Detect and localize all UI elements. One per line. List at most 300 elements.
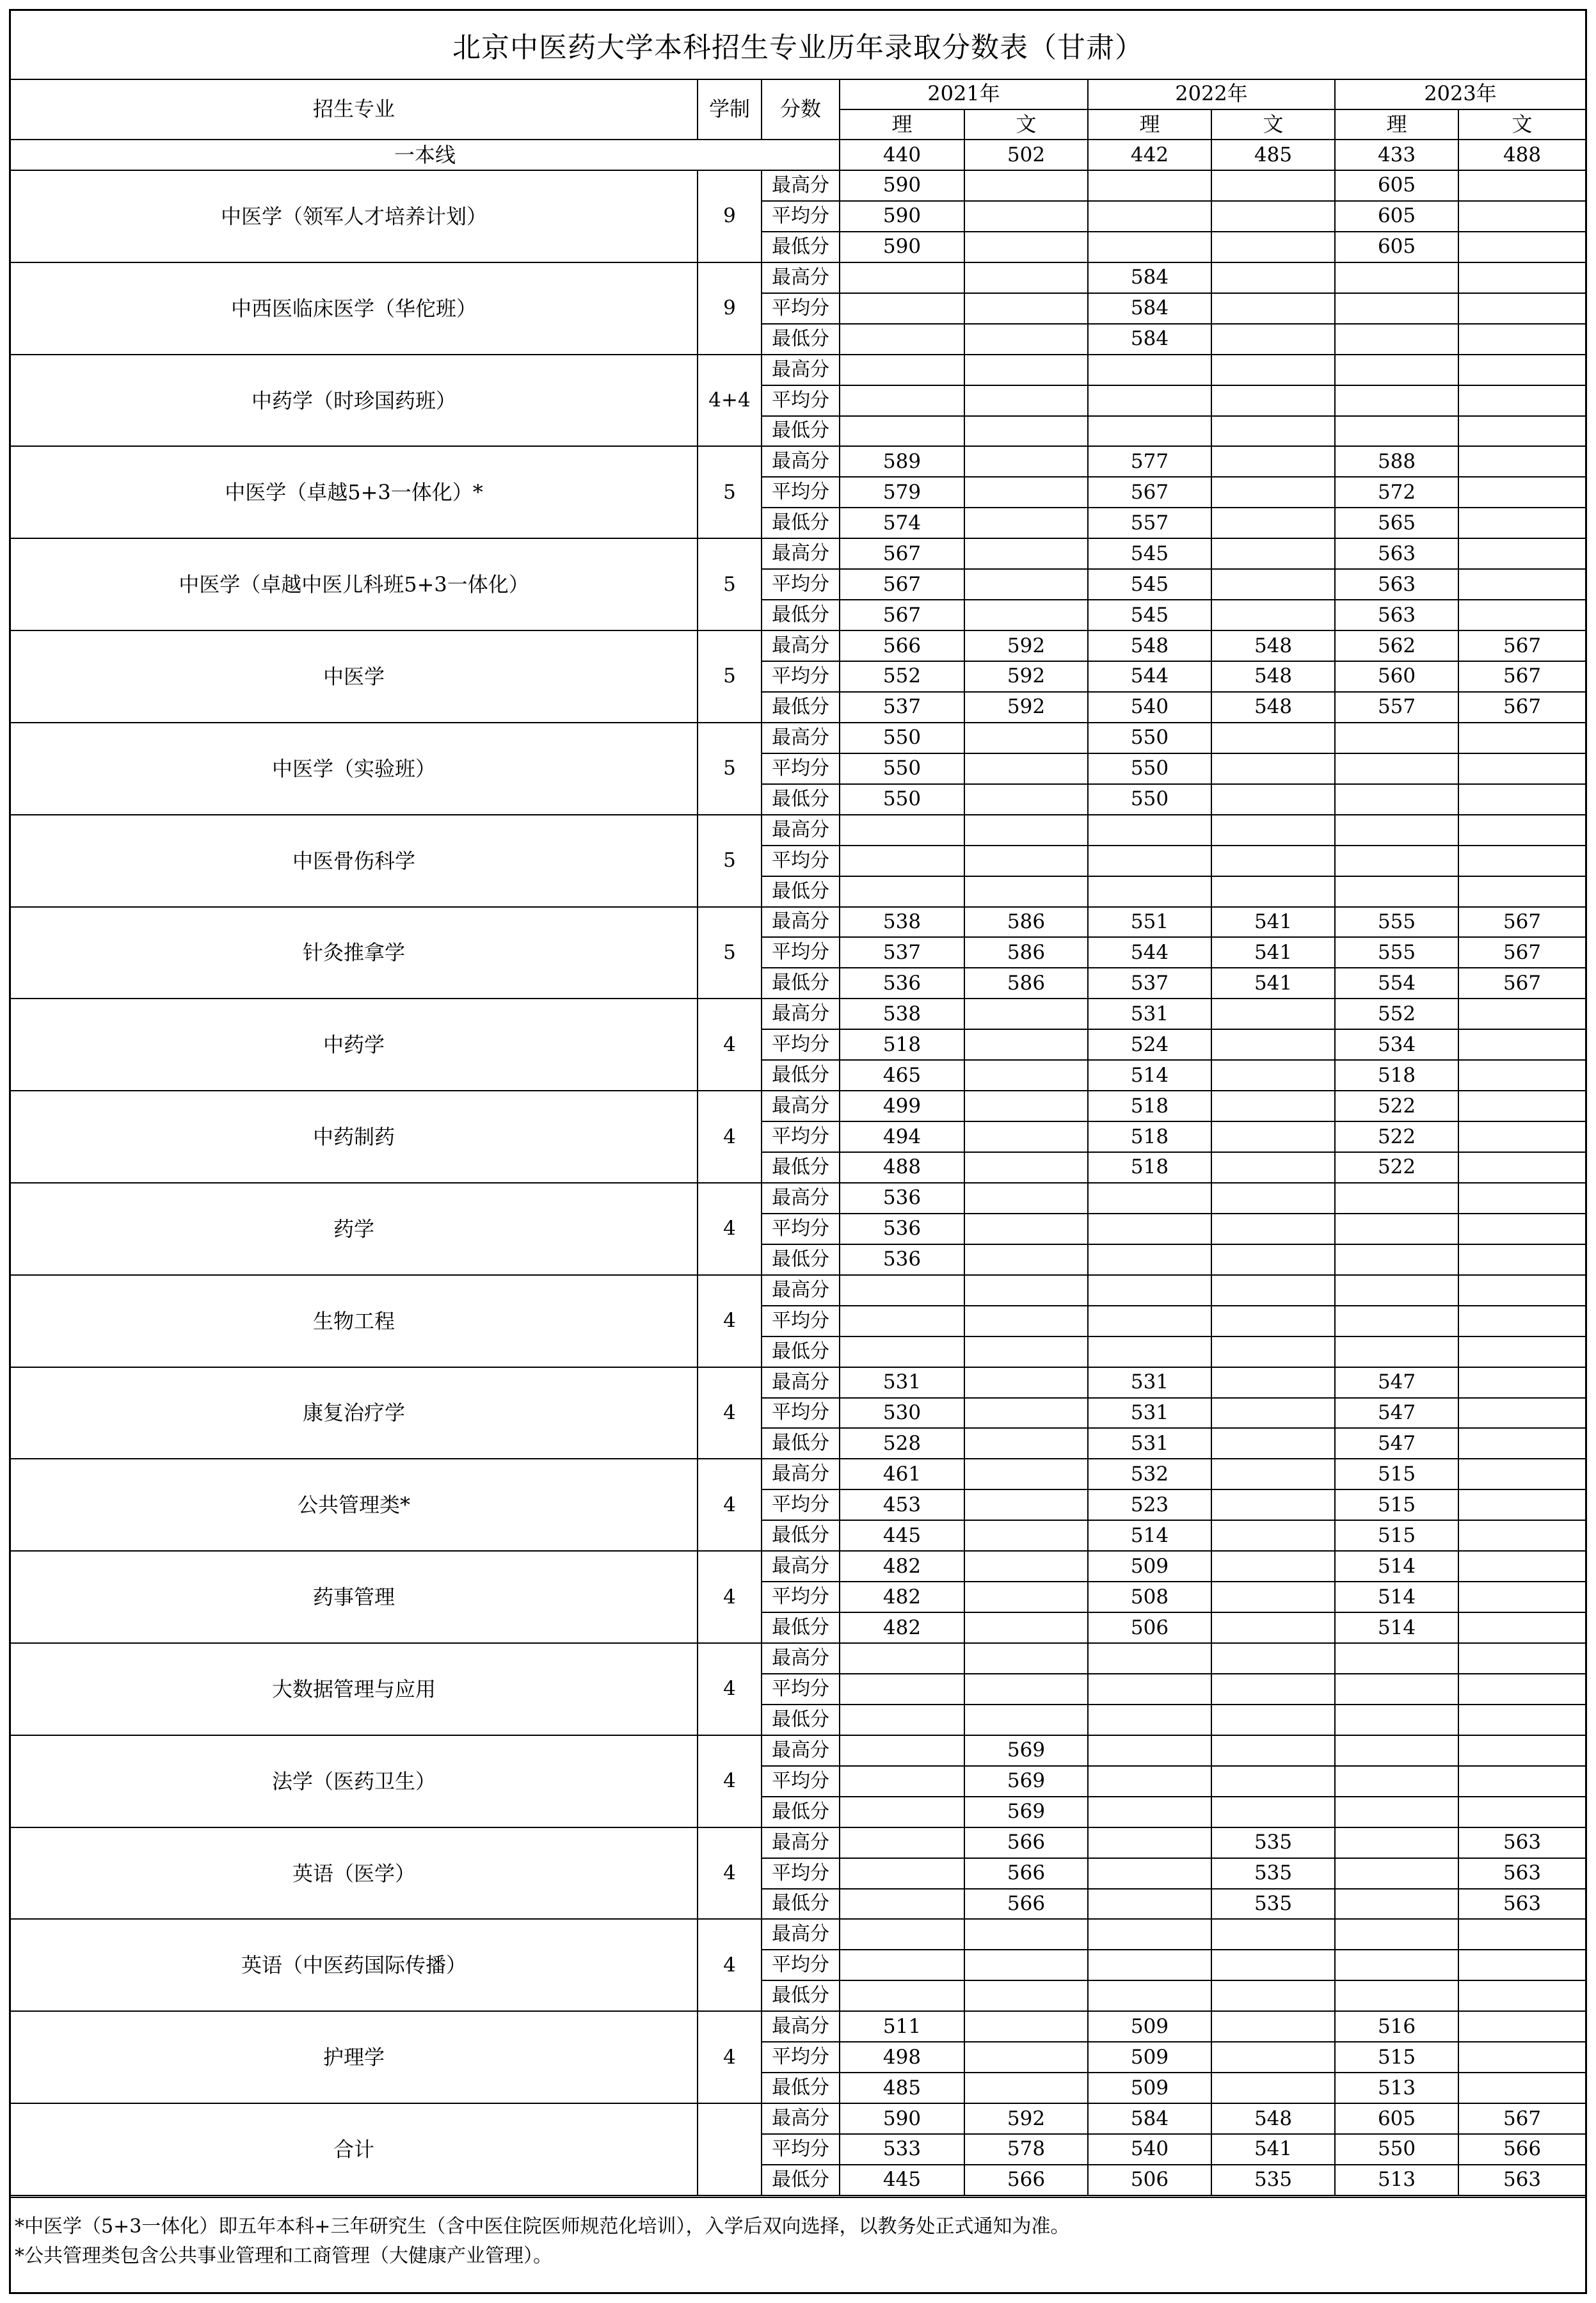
footnote: *公共管理类包含公共事业管理和工商管理（大健康产业管理）。: [15, 2245, 552, 2267]
score-type-label: 平均分: [762, 385, 840, 416]
score-cell: [840, 1858, 964, 1889]
score-cell: [1088, 1643, 1211, 1674]
score-type-label: 最低分: [762, 1797, 840, 1827]
score-cell: [964, 784, 1088, 815]
score-cell: 536: [840, 968, 964, 999]
score-cell: [964, 2011, 1088, 2042]
score-cell: 544: [1088, 937, 1211, 968]
major-duration: 5: [698, 907, 762, 999]
score-cell: [964, 999, 1088, 1029]
score-cell: [840, 1797, 964, 1827]
score-cell: 514: [1335, 1551, 1458, 1582]
score-cell: 567: [1458, 692, 1585, 723]
score-cell: 567: [1458, 661, 1585, 692]
score-cell: [1088, 1244, 1211, 1275]
score-cell: [1211, 1582, 1335, 1612]
score-cell: 590: [840, 201, 964, 232]
score-cell: [964, 1121, 1088, 1152]
score-cell: [964, 569, 1088, 600]
score-cell: 445: [840, 2165, 964, 2195]
score-type-label: 最高分: [762, 630, 840, 661]
score-cell: [1458, 1705, 1585, 1735]
score-cell: [840, 1827, 964, 1858]
score-cell: [1211, 1152, 1335, 1183]
score-cell: [964, 1367, 1088, 1398]
score-cell: [1211, 508, 1335, 538]
score-type-label: 最高分: [762, 355, 840, 385]
score-cell: 453: [840, 1489, 964, 1520]
score-cell: [1458, 846, 1585, 876]
score-cell: 567: [1088, 477, 1211, 508]
score-type-label: 平均分: [762, 1306, 840, 1336]
score-cell: [1458, 262, 1585, 293]
score-cell: [1458, 2073, 1585, 2103]
score-cell: [1335, 784, 1458, 815]
score-cell: [840, 846, 964, 876]
score-cell: [964, 876, 1088, 907]
header-year-2022: 2022年: [1088, 79, 1335, 109]
score-cell: 548: [1211, 2103, 1335, 2134]
score-cell: [1335, 723, 1458, 753]
score-cell: [1335, 1674, 1458, 1705]
score-cell: 566: [840, 630, 964, 661]
score-type-label: 最高分: [762, 1919, 840, 1950]
major-duration: 4+4: [698, 355, 762, 447]
score-cell: [964, 1919, 1088, 1950]
score-cell: [1088, 1336, 1211, 1367]
table-row: [11, 1919, 1585, 1950]
score-cell: [1211, 1428, 1335, 1459]
score-cell: 518: [1088, 1121, 1211, 1152]
score-cell: [964, 753, 1088, 784]
score-cell: 461: [840, 1459, 964, 1489]
score-cell: 518: [1335, 1060, 1458, 1091]
score-type-label: 最高分: [762, 1275, 840, 1306]
major-name: 公共管理类*: [11, 1459, 698, 1551]
score-cell: [1458, 600, 1585, 630]
score-cell: [840, 1674, 964, 1705]
header-track-2021-arts: 文: [964, 109, 1088, 140]
table-row: [11, 1183, 1585, 1214]
baseline-row: [11, 140, 1585, 170]
score-type-label: 最高分: [762, 1183, 840, 1214]
score-type-label: 最高分: [762, 1735, 840, 1766]
score-cell: [1458, 753, 1585, 784]
score-cell: [1335, 1306, 1458, 1336]
baseline-value: 485: [1211, 140, 1335, 170]
score-cell: 550: [1088, 784, 1211, 815]
score-cell: [1211, 1520, 1335, 1551]
header-row-years: [11, 79, 1585, 109]
score-cell: 566: [964, 2165, 1088, 2195]
score-cell: 522: [1335, 1152, 1458, 1183]
score-type-label: 最低分: [762, 692, 840, 723]
score-cell: 590: [840, 232, 964, 262]
score-cell: 515: [1335, 1459, 1458, 1489]
score-cell: [1088, 385, 1211, 416]
score-cell: 578: [964, 2134, 1088, 2165]
score-cell: [1088, 876, 1211, 907]
table-row: [11, 815, 1585, 846]
score-cell: [1211, 1060, 1335, 1091]
score-sheet: [9, 9, 1587, 2294]
score-type-label: 平均分: [762, 1121, 840, 1152]
score-cell: 506: [1088, 2165, 1211, 2195]
major-name: 中医学（实验班）: [11, 723, 698, 815]
score-cell: [964, 201, 1088, 232]
score-cell: [1335, 1950, 1458, 1980]
score-type-label: 最低分: [762, 232, 840, 262]
score-cell: 563: [1458, 1889, 1585, 1920]
score-cell: [964, 170, 1088, 201]
major-duration: 5: [698, 815, 762, 907]
major-duration: 4: [698, 1459, 762, 1551]
score-cell: 465: [840, 1060, 964, 1091]
score-cell: 515: [1335, 1520, 1458, 1551]
score-cell: [1211, 385, 1335, 416]
major-duration: 4: [698, 1827, 762, 1920]
score-cell: [840, 1735, 964, 1766]
score-cell: 592: [964, 661, 1088, 692]
score-type-label: 最高分: [762, 446, 840, 477]
score-cell: [1088, 815, 1211, 846]
score-cell: 513: [1335, 2165, 1458, 2195]
score-cell: 523: [1088, 1489, 1211, 1520]
score-cell: [1458, 1367, 1585, 1398]
score-cell: 548: [1211, 661, 1335, 692]
score-cell: 569: [964, 1797, 1088, 1827]
score-cell: 514: [1335, 1582, 1458, 1612]
score-cell: [1458, 1643, 1585, 1674]
score-cell: [840, 1336, 964, 1367]
score-cell: [1211, 2073, 1335, 2103]
score-cell: [1458, 355, 1585, 385]
score-cell: [1211, 1336, 1335, 1367]
score-cell: 536: [840, 1183, 964, 1214]
score-cell: [1211, 569, 1335, 600]
score-type-label: 平均分: [762, 1950, 840, 1980]
score-cell: 566: [964, 1889, 1088, 1920]
score-cell: [1211, 2011, 1335, 2042]
score-cell: 531: [840, 1367, 964, 1398]
score-cell: [1088, 1766, 1211, 1797]
score-cell: [1211, 1244, 1335, 1275]
score-cell: 574: [840, 508, 964, 538]
table-row: [11, 723, 1585, 753]
header-score: 分数: [762, 79, 840, 140]
score-cell: 524: [1088, 1029, 1211, 1060]
score-cell: 557: [1088, 508, 1211, 538]
score-type-label: 最低分: [762, 1336, 840, 1367]
major-duration: 4: [698, 1091, 762, 1183]
major-name: 中药制药: [11, 1091, 698, 1183]
table-row: [11, 538, 1585, 569]
score-cell: [1211, 999, 1335, 1029]
score-cell: 537: [1088, 968, 1211, 999]
score-cell: [1335, 815, 1458, 846]
score-cell: 605: [1335, 201, 1458, 232]
score-cell: [1458, 1336, 1585, 1367]
baseline-value: 433: [1335, 140, 1458, 170]
score-cell: [840, 1950, 964, 1980]
score-type-label: 最高分: [762, 1551, 840, 1582]
score-cell: [840, 1766, 964, 1797]
score-cell: [1458, 293, 1585, 324]
score-cell: 548: [1088, 630, 1211, 661]
score-cell: 509: [1088, 2042, 1211, 2073]
score-type-label: 最低分: [762, 416, 840, 447]
score-cell: [1088, 1827, 1211, 1858]
score-type-label: 最高分: [762, 1367, 840, 1398]
score-cell: [1458, 1612, 1585, 1643]
score-cell: [1335, 416, 1458, 447]
score-type-label: 最高分: [762, 723, 840, 753]
score-cell: 590: [840, 2103, 964, 2134]
score-cell: [1458, 815, 1585, 846]
score-cell: [1088, 170, 1211, 201]
score-cell: 538: [840, 907, 964, 938]
score-type-label: 平均分: [762, 1858, 840, 1889]
score-cell: 536: [840, 1214, 964, 1244]
score-cell: [1335, 1705, 1458, 1735]
score-cell: 516: [1335, 2011, 1458, 2042]
score-cell: 584: [1088, 293, 1211, 324]
score-cell: [1335, 1827, 1458, 1858]
score-cell: [1211, 1459, 1335, 1489]
table-row: [11, 999, 1585, 1029]
major-name: 康复治疗学: [11, 1367, 698, 1459]
score-type-label: 平均分: [762, 661, 840, 692]
score-cell: [1458, 1091, 1585, 1121]
major-name: 中药学: [11, 999, 698, 1091]
score-cell: [1458, 232, 1585, 262]
major-name: 中医学（卓越中医儿科班5+3一体化）: [11, 538, 698, 630]
score-cell: [1088, 1705, 1211, 1735]
score-cell: 498: [840, 2042, 964, 2073]
score-cell: 550: [1335, 2134, 1458, 2165]
score-cell: [964, 2073, 1088, 2103]
score-cell: [1335, 1858, 1458, 1889]
score-cell: [1458, 1214, 1585, 1244]
footnotes: [11, 2197, 1585, 2271]
score-cell: 550: [840, 784, 964, 815]
score-type-label: 最低分: [762, 1428, 840, 1459]
score-cell: [964, 1612, 1088, 1643]
score-type-label: 最高分: [762, 1827, 840, 1858]
major-name: 英语（中医药国际传播）: [11, 1919, 698, 2011]
table-row: [11, 446, 1585, 477]
score-cell: [1211, 293, 1335, 324]
score-type-label: 平均分: [762, 1582, 840, 1612]
score-type-label: 平均分: [762, 1674, 840, 1705]
major-duration: 9: [698, 170, 762, 262]
score-cell: 482: [840, 1582, 964, 1612]
score-cell: [1458, 1306, 1585, 1336]
score-cell: [1211, 416, 1335, 447]
score-cell: [840, 1919, 964, 1950]
major-duration: 4: [698, 1919, 762, 2011]
score-table: [11, 79, 1585, 2196]
score-cell: 509: [1088, 2011, 1211, 2042]
score-type-label: 最低分: [762, 968, 840, 999]
score-type-label: 平均分: [762, 1398, 840, 1429]
score-cell: [1211, 846, 1335, 876]
score-cell: 545: [1088, 538, 1211, 569]
score-cell: 513: [1335, 2073, 1458, 2103]
score-cell: [964, 723, 1088, 753]
score-cell: [1211, 170, 1335, 201]
score-cell: 540: [1088, 2134, 1211, 2165]
major-name: 生物工程: [11, 1275, 698, 1367]
score-cell: [1458, 416, 1585, 447]
score-cell: [1088, 1306, 1211, 1336]
score-cell: [964, 846, 1088, 876]
score-cell: [1211, 2042, 1335, 2073]
score-type-label: 最高分: [762, 262, 840, 293]
score-cell: [964, 1152, 1088, 1183]
score-cell: [1088, 232, 1211, 262]
score-cell: [1088, 1735, 1211, 1766]
score-cell: [1211, 538, 1335, 569]
table-row: [11, 1275, 1585, 1306]
score-cell: [964, 262, 1088, 293]
score-cell: 562: [1335, 630, 1458, 661]
score-cell: [1335, 1275, 1458, 1306]
score-cell: [1458, 1489, 1585, 1520]
score-cell: 531: [1088, 1428, 1211, 1459]
score-cell: [964, 1705, 1088, 1735]
table-row: [11, 170, 1585, 201]
score-cell: 534: [1335, 1029, 1458, 1060]
score-type-label: 最高分: [762, 538, 840, 569]
major-name: 中药学（时珍国药班）: [11, 355, 698, 447]
score-cell: 541: [1211, 968, 1335, 999]
score-cell: [1211, 1183, 1335, 1214]
score-cell: 518: [1088, 1152, 1211, 1183]
score-cell: 572: [1335, 477, 1458, 508]
score-cell: [1458, 1797, 1585, 1827]
table-row: [11, 1827, 1585, 1858]
baseline-value: 440: [840, 140, 964, 170]
score-cell: [964, 600, 1088, 630]
major-name: 中医学（领军人才培养计划）: [11, 170, 698, 262]
score-cell: [1335, 1244, 1458, 1275]
score-cell: [840, 385, 964, 416]
score-cell: 445: [840, 1520, 964, 1551]
score-cell: 547: [1335, 1367, 1458, 1398]
score-cell: [1458, 1520, 1585, 1551]
score-cell: [964, 538, 1088, 569]
score-cell: [964, 1275, 1088, 1306]
score-type-label: 最低分: [762, 1060, 840, 1091]
score-type-label: 最高分: [762, 999, 840, 1029]
score-type-label: 平均分: [762, 2134, 840, 2165]
score-cell: [1335, 753, 1458, 784]
score-type-label: 最低分: [762, 1244, 840, 1275]
score-cell: [1335, 355, 1458, 385]
score-cell: [840, 1275, 964, 1306]
major-duration: 4: [698, 1275, 762, 1367]
header-track-2022-science: 理: [1088, 109, 1211, 140]
score-cell: [1458, 1121, 1585, 1152]
score-cell: 541: [1211, 937, 1335, 968]
score-cell: [1088, 1214, 1211, 1244]
table-row: [11, 907, 1585, 938]
score-cell: [1458, 170, 1585, 201]
score-cell: [1211, 262, 1335, 293]
score-cell: 545: [1088, 600, 1211, 630]
major-name: 药学: [11, 1183, 698, 1275]
score-cell: [1211, 1275, 1335, 1306]
score-cell: 552: [840, 661, 964, 692]
score-cell: [1458, 1183, 1585, 1214]
score-cell: [1458, 1980, 1585, 2011]
score-cell: 605: [1335, 2103, 1458, 2134]
score-cell: 548: [1211, 630, 1335, 661]
score-cell: [840, 876, 964, 907]
score-cell: [1211, 1980, 1335, 2011]
score-cell: 563: [1458, 1827, 1585, 1858]
score-cell: 567: [1458, 907, 1585, 938]
score-cell: [1335, 1797, 1458, 1827]
score-type-label: 平均分: [762, 1029, 840, 1060]
score-cell: [964, 1214, 1088, 1244]
table-row: [11, 1735, 1585, 1766]
score-cell: [964, 477, 1088, 508]
score-cell: [1211, 201, 1335, 232]
score-type-label: 平均分: [762, 201, 840, 232]
score-cell: [964, 1398, 1088, 1429]
major-duration: 4: [698, 1183, 762, 1275]
score-cell: [1458, 723, 1585, 753]
score-cell: [840, 1306, 964, 1336]
score-type-label: 最高分: [762, 2103, 840, 2134]
header-track-2021-science: 理: [840, 109, 964, 140]
score-cell: 536: [840, 1244, 964, 1275]
score-cell: [1335, 1889, 1458, 1920]
major-name: 护理学: [11, 2011, 698, 2103]
score-cell: [1211, 1612, 1335, 1643]
score-cell: [1211, 1705, 1335, 1735]
score-cell: [840, 1980, 964, 2011]
score-cell: [964, 1091, 1088, 1121]
table-row: [11, 1367, 1585, 1398]
score-cell: [1458, 784, 1585, 815]
score-type-label: 最高分: [762, 2011, 840, 2042]
score-cell: [840, 1705, 964, 1735]
score-cell: [1211, 1398, 1335, 1429]
score-cell: [964, 232, 1088, 262]
score-cell: [964, 446, 1088, 477]
score-cell: [1211, 324, 1335, 355]
major-duration: [698, 2103, 762, 2195]
header-year-2023: 2023年: [1335, 79, 1585, 109]
score-cell: [1211, 1121, 1335, 1152]
score-cell: 511: [840, 2011, 964, 2042]
major-name: 药事管理: [11, 1551, 698, 1643]
score-cell: [1458, 1459, 1585, 1489]
major-duration: 9: [698, 262, 762, 355]
header-duration: 学制: [698, 79, 762, 140]
score-cell: [1458, 1766, 1585, 1797]
major-duration: 5: [698, 538, 762, 630]
score-cell: [964, 815, 1088, 846]
score-cell: 482: [840, 1551, 964, 1582]
score-cell: 509: [1088, 2073, 1211, 2103]
score-cell: 482: [840, 1612, 964, 1643]
score-cell: [1088, 846, 1211, 876]
score-cell: [1211, 1306, 1335, 1336]
